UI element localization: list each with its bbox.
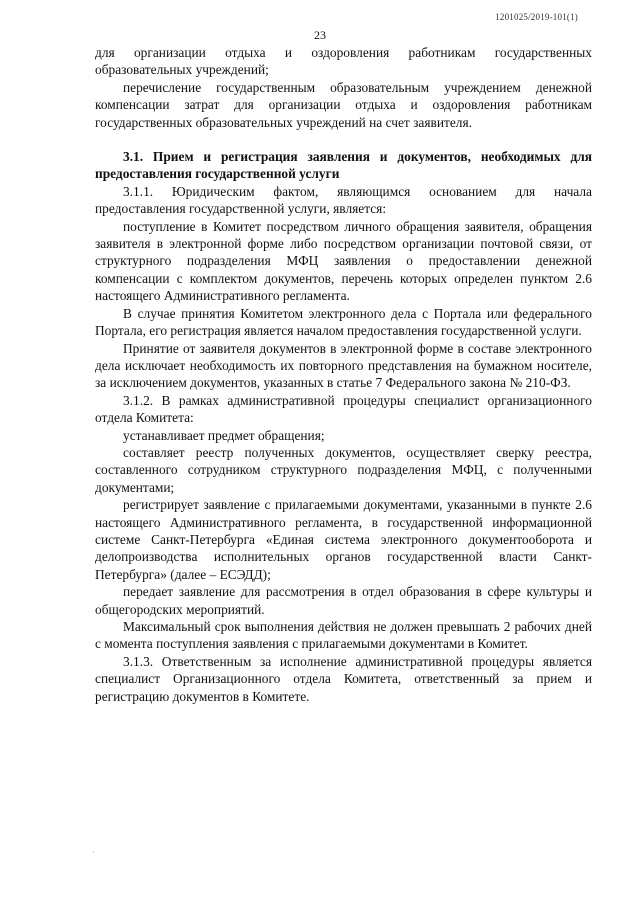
- scan-speck: ·: [92, 848, 95, 857]
- paragraph-5: В случае принятия Комитетом электронного дела с Портала или федерального Портала, его регистрация является началом предоставления государственной услуги.: [95, 305, 592, 339]
- paragraph-4: поступление в Комитет посредством личного обращения заявителя, обращения заявителя в электронной форме либо посредством организации почтовой связи, от структурного подразделения МФЦ заявления о предоставлении денежной компенсации с комплектом документов, перечень которых определен пунктом 2.6 настоящего Административного регламента.: [95, 218, 592, 304]
- paragraph-12: Максимальный срок выполнения действия не должен превышать 2 рабочих дней с момента поступления заявления с прилагаемыми документами в Комитет.: [95, 619, 592, 652]
- document-body: [95, 44, 592, 705]
- paragraph-8: устанавливает предмет обращения;: [123, 427, 325, 443]
- paragraph-7: 3.1.2. В рамках административной процедуры специалист организационного отдела Комитета:: [95, 392, 592, 426]
- paragraph-6: Принятие от заявителя документов в электронной форме в составе электронного дела исключает необходимость их повторного представления на бумажном носителе, за исключением документов, указанных в статье 7 Федерального закона № 210-ФЗ.: [95, 340, 592, 391]
- paragraph-2: перечисление государственным образовательным учреждением денежной компенсации затрат для организации отдыха и оздоровления работникам государственных образовательных учреждений на счет заявителя.: [95, 79, 592, 130]
- document-code: 1201025/2019-101(1): [495, 12, 578, 22]
- paragraph-9: составляет реестр полученных документов, осуществляет сверку реестра, составленного сотрудником структурного подразделения МФЦ, с полученными документами;: [95, 444, 592, 495]
- paragraph-13: 3.1.3. Ответственным за исполнение административной процедуры является специалист Организационного отдела Комитета, ответственный за прием и регистрацию документов в Комитете.: [95, 653, 592, 704]
- paragraph-11: передает заявление для рассмотрения в отдел образования в сфере культуры и общегородских мероприятий.: [95, 584, 592, 617]
- section-heading: 3.1. Прием и регистрация заявления и документов, необходимых для предоставления государственной услуги: [95, 149, 592, 182]
- paragraph-1: для организации отдыха и оздоровления работникам государственных образовательных учреждений;: [95, 45, 592, 78]
- paragraph-10: регистрирует заявление с прилагаемыми документами, указанными в пункте 2.6 настоящего Административного регламента, в государственной информационной системе Санкт-Петербурга «Единая система электронного документооборота и делопроизводства исполнительных органов государственной власти Санкт-Петербурга» (далее – ЕСЭДД);: [95, 497, 592, 582]
- paragraph-3: 3.1.1. Юридическим фактом, являющимся основанием для начала предоставления государственной услуги, является:: [95, 183, 592, 217]
- page-number: 23: [314, 28, 326, 42]
